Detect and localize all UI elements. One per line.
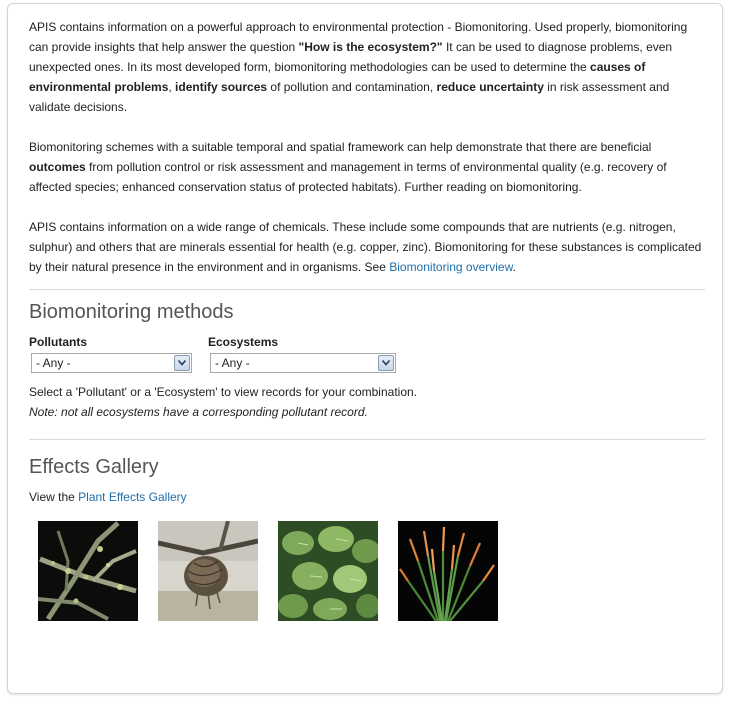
gallery-image-pine-needles[interactable] bbox=[398, 521, 498, 621]
methods-heading: Biomonitoring methods bbox=[29, 301, 234, 323]
ecosystems-select[interactable] bbox=[210, 353, 396, 373]
gallery-image-hair-lichen[interactable] bbox=[158, 521, 258, 621]
ecosystems-selected-value: - Any - bbox=[215, 356, 250, 370]
section-divider bbox=[29, 289, 705, 290]
intro-paragraph-1-text: of pollution and contamination, bbox=[267, 80, 437, 94]
chevron-down-icon[interactable] bbox=[174, 355, 190, 371]
pollutants-group bbox=[29, 334, 209, 373]
intro-paragraph-2-bold-text: outcomes bbox=[29, 160, 86, 174]
intro-paragraph-1-bold-text: identify sources bbox=[175, 80, 268, 94]
intro-paragraph-3-end: . bbox=[512, 260, 516, 274]
ecosystems-label: Ecosystems bbox=[208, 335, 279, 349]
intro-paragraph-1-bold-text: "How is the ecosystem?" bbox=[298, 40, 443, 54]
select-instruction: Select a 'Pollutant' or a 'Ecosystem' to view records for your combination. bbox=[29, 385, 418, 399]
section-divider bbox=[29, 439, 705, 440]
gallery-image-lichen-twigs[interactable] bbox=[38, 521, 138, 621]
intro-paragraph-1-bold-text: causes of environmental problems bbox=[29, 60, 646, 94]
content-card bbox=[7, 3, 723, 694]
biomonitoring-overview-link[interactable]: Biomonitoring overview bbox=[389, 260, 513, 274]
intro-paragraph-1-text: , bbox=[168, 80, 176, 94]
pollutants-selected-value: - Any - bbox=[36, 356, 71, 370]
pollutants-select[interactable] bbox=[31, 353, 192, 373]
pollutants-label: Pollutants bbox=[29, 335, 88, 349]
intro-paragraph-1-text: It can be used to diagnose problems, even unexpected ones. In its most developed form, biomonitoring methodologies can be used to determine the bbox=[29, 40, 673, 74]
intro-paragraph-2-text: Biomonitoring schemes with a suitable temporal and spatial framework can help demonstrate that there are beneficial bbox=[29, 140, 652, 154]
ecosystem-note: Note: not all ecosystems have a corresponding pollutant record. bbox=[29, 405, 368, 419]
intro-paragraph-1 bbox=[29, 17, 705, 117]
intro-paragraph-2 bbox=[29, 137, 705, 197]
main-content bbox=[29, 17, 705, 621]
intro-paragraph-1-bold-text: reduce uncertainty bbox=[436, 80, 544, 94]
gallery-image-green-leaves[interactable] bbox=[278, 521, 378, 621]
effects-gallery-thumbnails bbox=[38, 521, 705, 621]
chevron-down-icon[interactable] bbox=[378, 355, 394, 371]
gallery-intro-prefix: View the bbox=[29, 490, 79, 504]
intro-paragraph-2-text: from pollution control or risk assessment and management in terms of environmental quality (e.g. recovery of affected species; enhanced conservation status of protected habitats). Further reading on biomonitoring. bbox=[29, 160, 667, 194]
intro-paragraph-1-text: in risk assessment and validate decisions. bbox=[29, 80, 670, 114]
intro-paragraph-1-text: APIS contains information on a powerful approach to environmental protection - Biomonitoring. Used properly, biomonitoring can provide insights that help answer the question bbox=[29, 20, 688, 54]
filter-row bbox=[29, 334, 705, 373]
intro-paragraph-3 bbox=[29, 217, 705, 277]
ecosystems-group bbox=[208, 334, 388, 373]
gallery-intro bbox=[29, 487, 705, 507]
gallery-heading: Effects Gallery bbox=[29, 456, 159, 478]
plant-effects-gallery-link[interactable]: Plant Effects Gallery bbox=[78, 490, 187, 504]
intro-paragraph-3-text: APIS contains information on a wide range of chemicals. These include some compounds that are nutrients (e.g. nitrogen, sulphur) and others that are minerals essential for health (e.g. copper, zinc). Biomonitoring for these substances is complicated by their natural presence in the environment and in organisms. See bbox=[29, 220, 702, 274]
